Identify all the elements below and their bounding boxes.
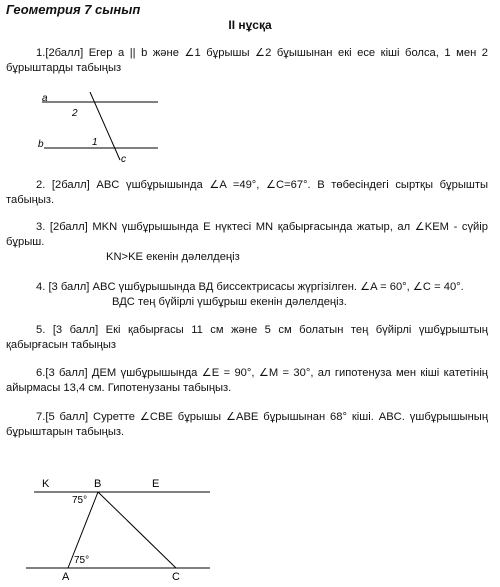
task-3-text: 3. [2балл] MKN үшбұрышында E нүктесі MN қабырғасында жатыр, ал ∠KEM - сүйір бұрыш. <box>6 221 488 248</box>
task-3-prove: KN>KE екенін дәлелдеңіз <box>106 251 240 263</box>
label-E: E <box>152 478 160 490</box>
figure-triangle <box>20 472 220 584</box>
task-4 <box>6 280 488 310</box>
task-4-text: 4. [3 балл] ABC үшбұрышында ВД биссектрисасы жүргізілген. ∠A = 60°, ∠C = 40°. <box>36 281 464 293</box>
label-a: a <box>42 93 48 104</box>
label-b: b <box>38 139 44 150</box>
label-angle-top: 75° <box>72 495 88 506</box>
variant-title: II нұсқа <box>228 18 272 32</box>
label-K: K <box>42 478 50 490</box>
label-B: B <box>94 478 102 490</box>
figure-parallel-lines <box>30 92 180 172</box>
label-angle-bottom: 75° <box>74 555 90 566</box>
task-2 <box>6 178 488 208</box>
task-3 <box>6 220 488 265</box>
task-7-text: 7.[5 балл] Суретте ∠CBE бұрышы ∠ABE бұрышынан 68° кіші. ABC. үшбұрышының бұрыштарын табыңыз. <box>6 411 488 438</box>
document-header: Геометрия 7 сынып <box>6 2 141 17</box>
task-2-text: 2. [2балл] ABC үшбұрышында ∠A =49°, ∠C=67°. В төбесіндегі сыртқы бұрышты табыңыз. <box>6 179 488 206</box>
task-5-text: 5. [3 балл] Екі қабырғасы 11 см және 5 см болатын тең бүйірлі үшбұрыштың қабырғасын табыңыз <box>6 324 488 351</box>
label-angle-2: 2 <box>72 108 78 119</box>
task-4-prove: ВДС тең бүйірлі үшбұрыш екенін дәлелдеңіз. <box>112 296 347 308</box>
task-7 <box>6 410 488 440</box>
task-6 <box>6 366 488 396</box>
label-C: C <box>172 571 180 583</box>
task-6-text: 6.[3 балл] ДЕМ үшбұрышында ∠E = 90°, ∠M = 30°, ал гипотенуза мен кіші катетінің айырмасы 13,4 см. Гипотенузаны табыңыз. <box>6 367 488 394</box>
side-BC <box>98 492 176 568</box>
label-A: A <box>62 571 70 583</box>
task-5 <box>6 323 488 353</box>
task-1-text: 1.[2балл] Егер a || b және ∠1 бұрышы ∠2 бұышынан екі есе кіші болса, 1 мен 2 бұрыштарды табыңыз <box>6 47 488 74</box>
label-angle-1: 1 <box>92 137 98 148</box>
task-1 <box>6 46 488 76</box>
label-c: c <box>121 154 126 165</box>
